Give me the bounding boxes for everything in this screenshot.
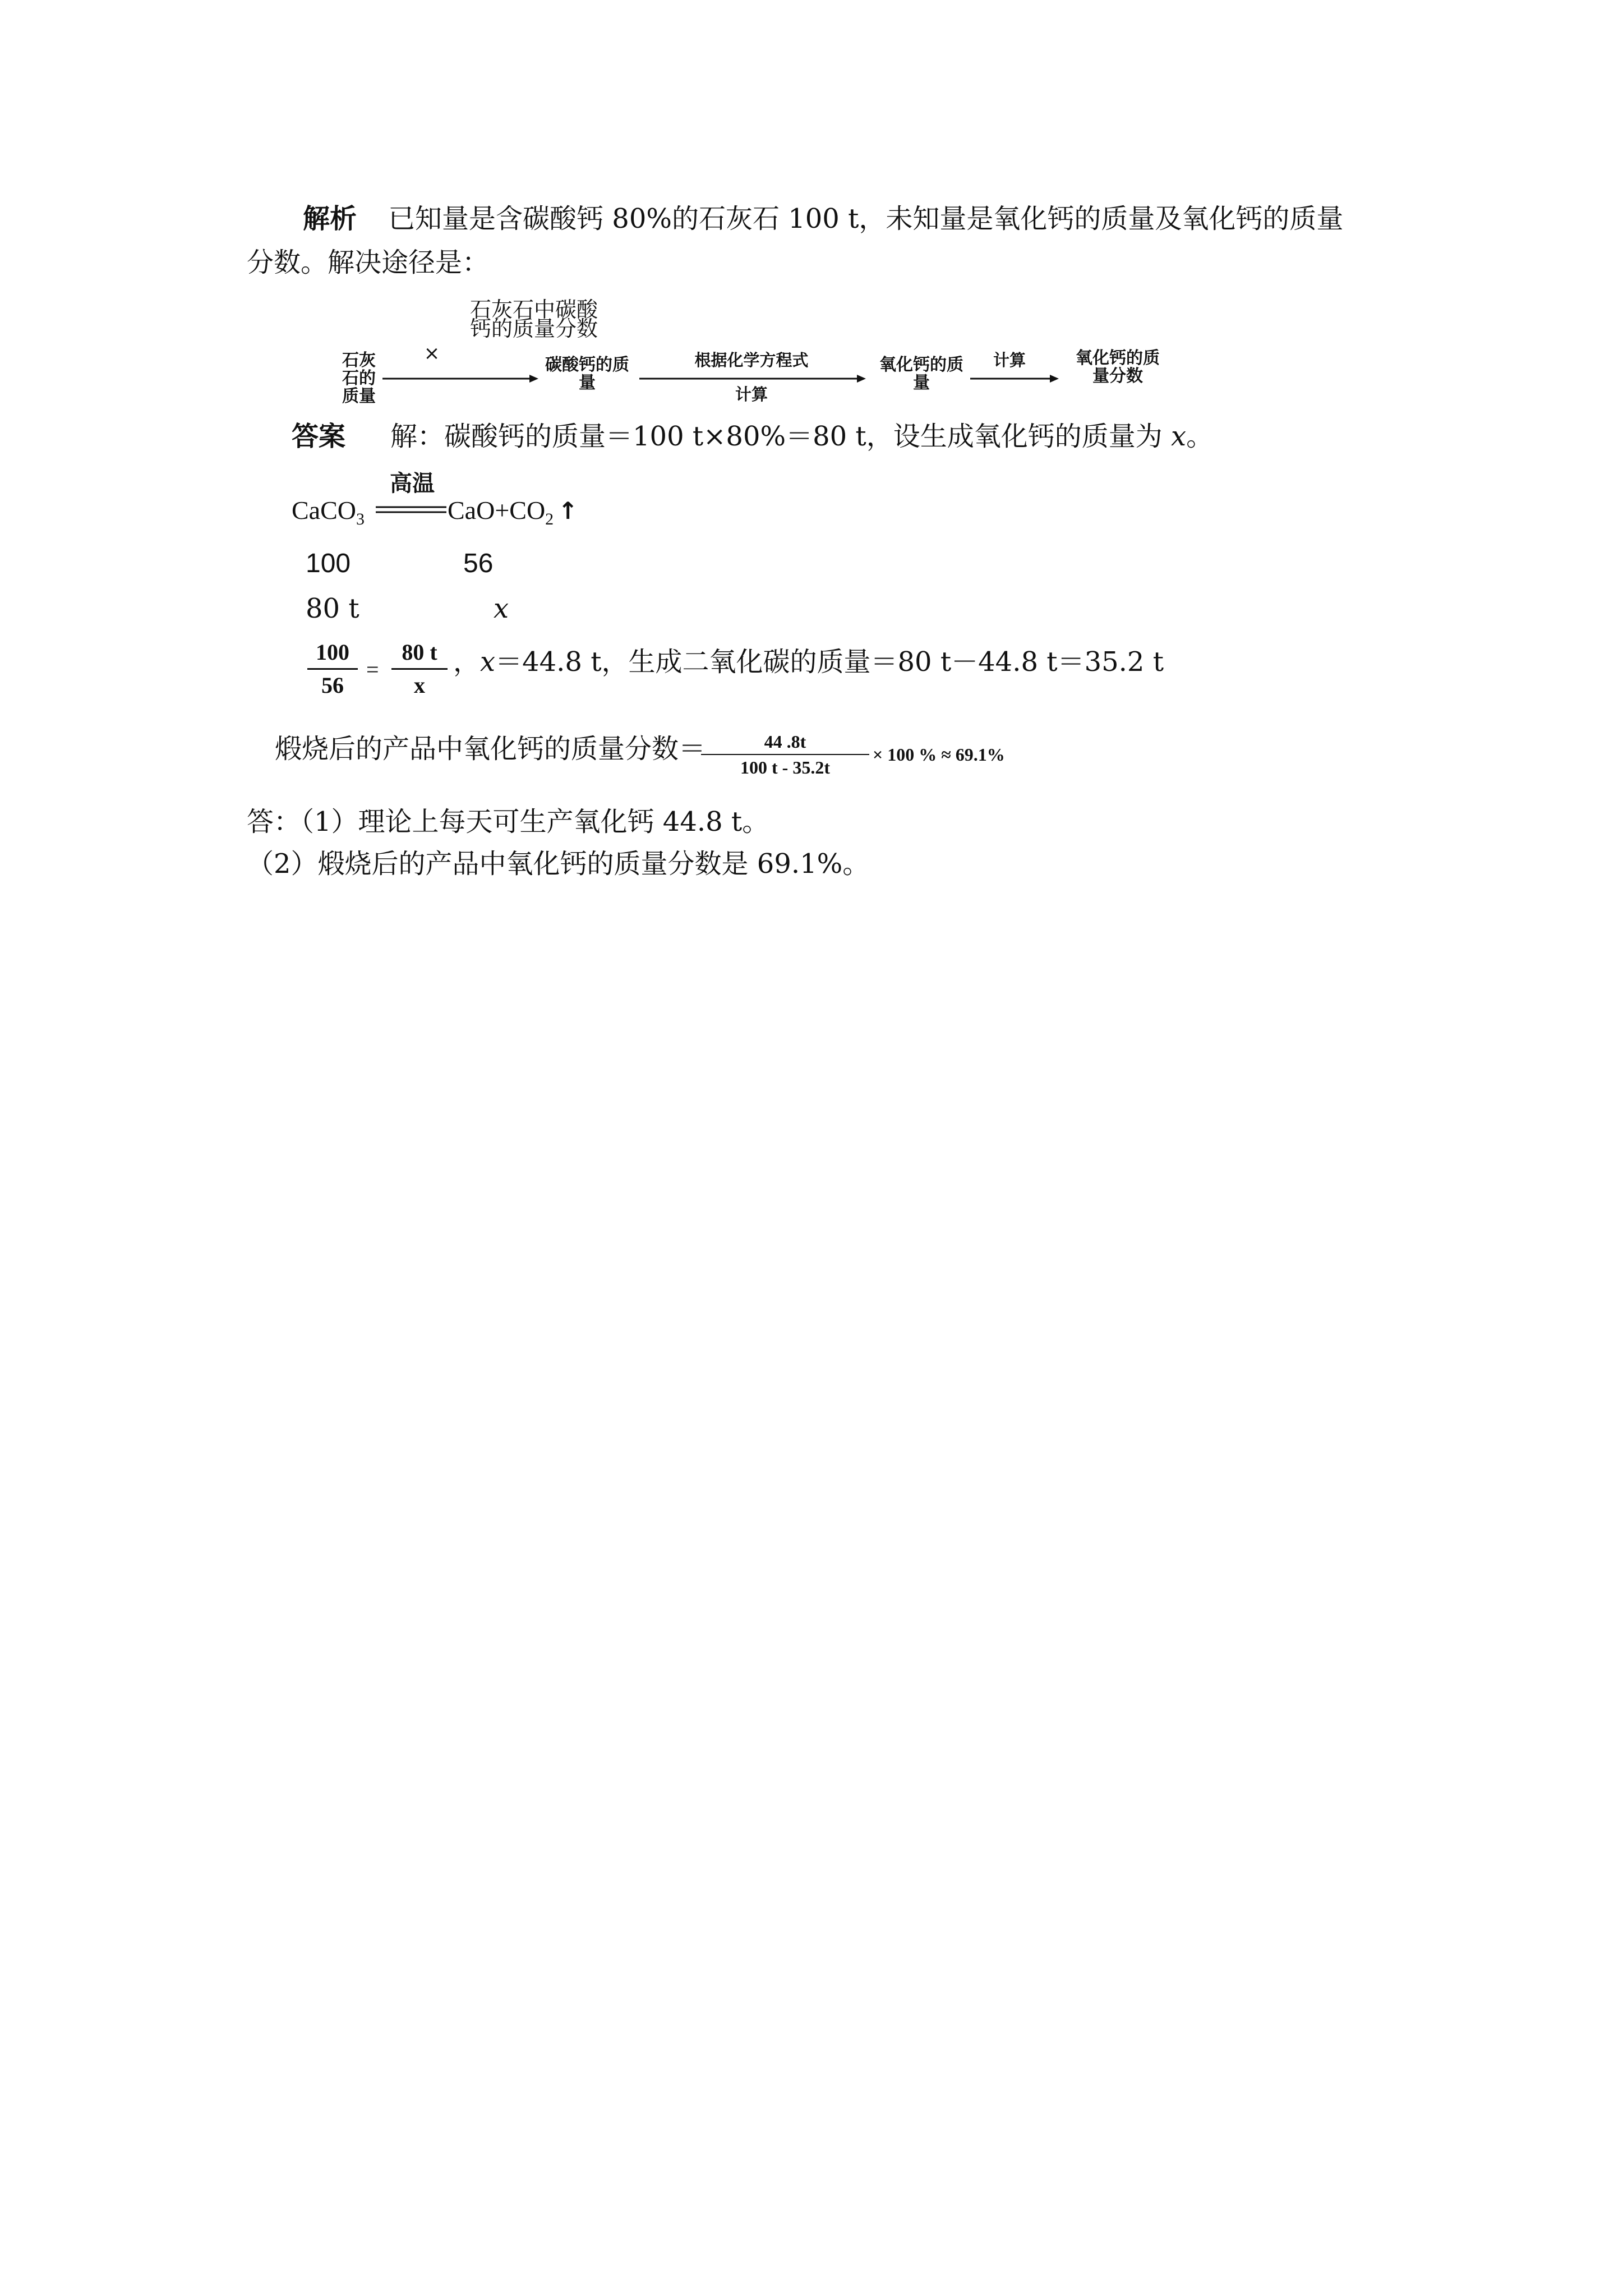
mass-fraction-expression bbox=[701, 729, 869, 780]
flow-arrow-3 bbox=[970, 373, 1060, 384]
solution-flowchart bbox=[336, 297, 1211, 406]
proportion-result bbox=[453, 645, 1164, 679]
flow-arrow-1-note: 石灰石中碳酸钙的质量分数 bbox=[470, 297, 598, 341]
product-formula: CaO+CO bbox=[448, 496, 546, 524]
equation-reactant bbox=[292, 494, 365, 536]
reactant-subscript: 3 bbox=[356, 510, 365, 529]
analysis-line-1 bbox=[303, 202, 1343, 236]
answer-intro: 解：碳酸钙的质量＝100 t×80%＝80 t，设生成氧化钙的质量为 bbox=[390, 421, 1171, 452]
flow-arrow-2-bottom: 计算 bbox=[735, 385, 768, 404]
product-subscript: 2 bbox=[545, 510, 554, 529]
conclusion-2: （2）煅烧后的产品中氧化钙的质量分数是 69.1%。 bbox=[247, 848, 870, 880]
equation-condition: 高温 bbox=[390, 471, 435, 496]
gas-arrow-icon: ↑ bbox=[558, 497, 578, 524]
flow-arrow-1-symbol: × bbox=[423, 342, 440, 365]
proportion-equals: = bbox=[366, 657, 379, 682]
answer-line bbox=[292, 420, 1213, 453]
answer-intro-end: 。 bbox=[1186, 421, 1214, 452]
analysis-line-2: 分数。解决途径是： bbox=[247, 247, 490, 278]
mass-fraction-result: × 100 % ≈ 69.1% bbox=[873, 744, 1005, 765]
flow-node-cao-mass-fraction: 氧化钙的质量分数 bbox=[1076, 348, 1160, 386]
equation-double-bar bbox=[376, 506, 448, 515]
analysis-text-1: 已知量是含碳酸钙 80%的石灰石 100 t，未知量是氧化钙的质量及氧化钙的质量 bbox=[388, 203, 1344, 234]
equation-products bbox=[448, 494, 578, 536]
result-text: ＝44.8 t，生成二氧化碳的质量＝80 t－44.8 t＝35.2 t bbox=[495, 646, 1164, 678]
answer-label: 答案 bbox=[292, 421, 346, 452]
result-separator: ， bbox=[453, 646, 481, 678]
flow-node-cao-mass: 氧化钙的质量 bbox=[879, 355, 963, 393]
conclusion-1: 答：（1）理论上每天可生产氧化钙 44.8 t。 bbox=[247, 806, 769, 838]
flow-arrow-2-top: 根据化学方程式 bbox=[694, 351, 809, 370]
fraction-100-over-56 bbox=[307, 637, 358, 701]
fraction-2-numerator: 80 t bbox=[402, 639, 437, 665]
fraction-1-numerator: 100 bbox=[316, 639, 349, 665]
chemical-equation bbox=[292, 471, 628, 533]
ratio-right-bottom: x bbox=[494, 593, 509, 624]
mass-fraction-label: 煅烧后的产品中氧化钙的质量分数＝ bbox=[275, 733, 706, 765]
ratio-right-top: 56 bbox=[463, 549, 494, 578]
flow-arrow-3-top: 计算 bbox=[993, 351, 1026, 370]
ratio-left-top: 100 bbox=[306, 549, 351, 578]
answer-variable: x bbox=[1170, 421, 1187, 452]
fraction-1-denominator: 56 bbox=[321, 673, 344, 698]
result-variable: x bbox=[480, 646, 496, 678]
flow-arrow-2 bbox=[639, 373, 867, 384]
flow-arrow-1 bbox=[382, 373, 540, 384]
mass-fraction-denominator: 100 t - 35.2t bbox=[740, 757, 830, 777]
reactant-formula: CaCO bbox=[292, 496, 356, 524]
ratio-left-bottom: 80 t bbox=[306, 593, 359, 624]
flow-node-limestone-mass: 石灰石的质量 bbox=[342, 351, 376, 406]
analysis-label: 解析 bbox=[303, 203, 357, 234]
fraction-80t-over-x bbox=[391, 637, 448, 701]
flow-node-caco3-mass: 碳酸钙的质量 bbox=[545, 355, 629, 393]
mass-fraction-numerator: 44 .8t bbox=[764, 731, 806, 752]
fraction-2-denominator: x bbox=[414, 673, 425, 698]
